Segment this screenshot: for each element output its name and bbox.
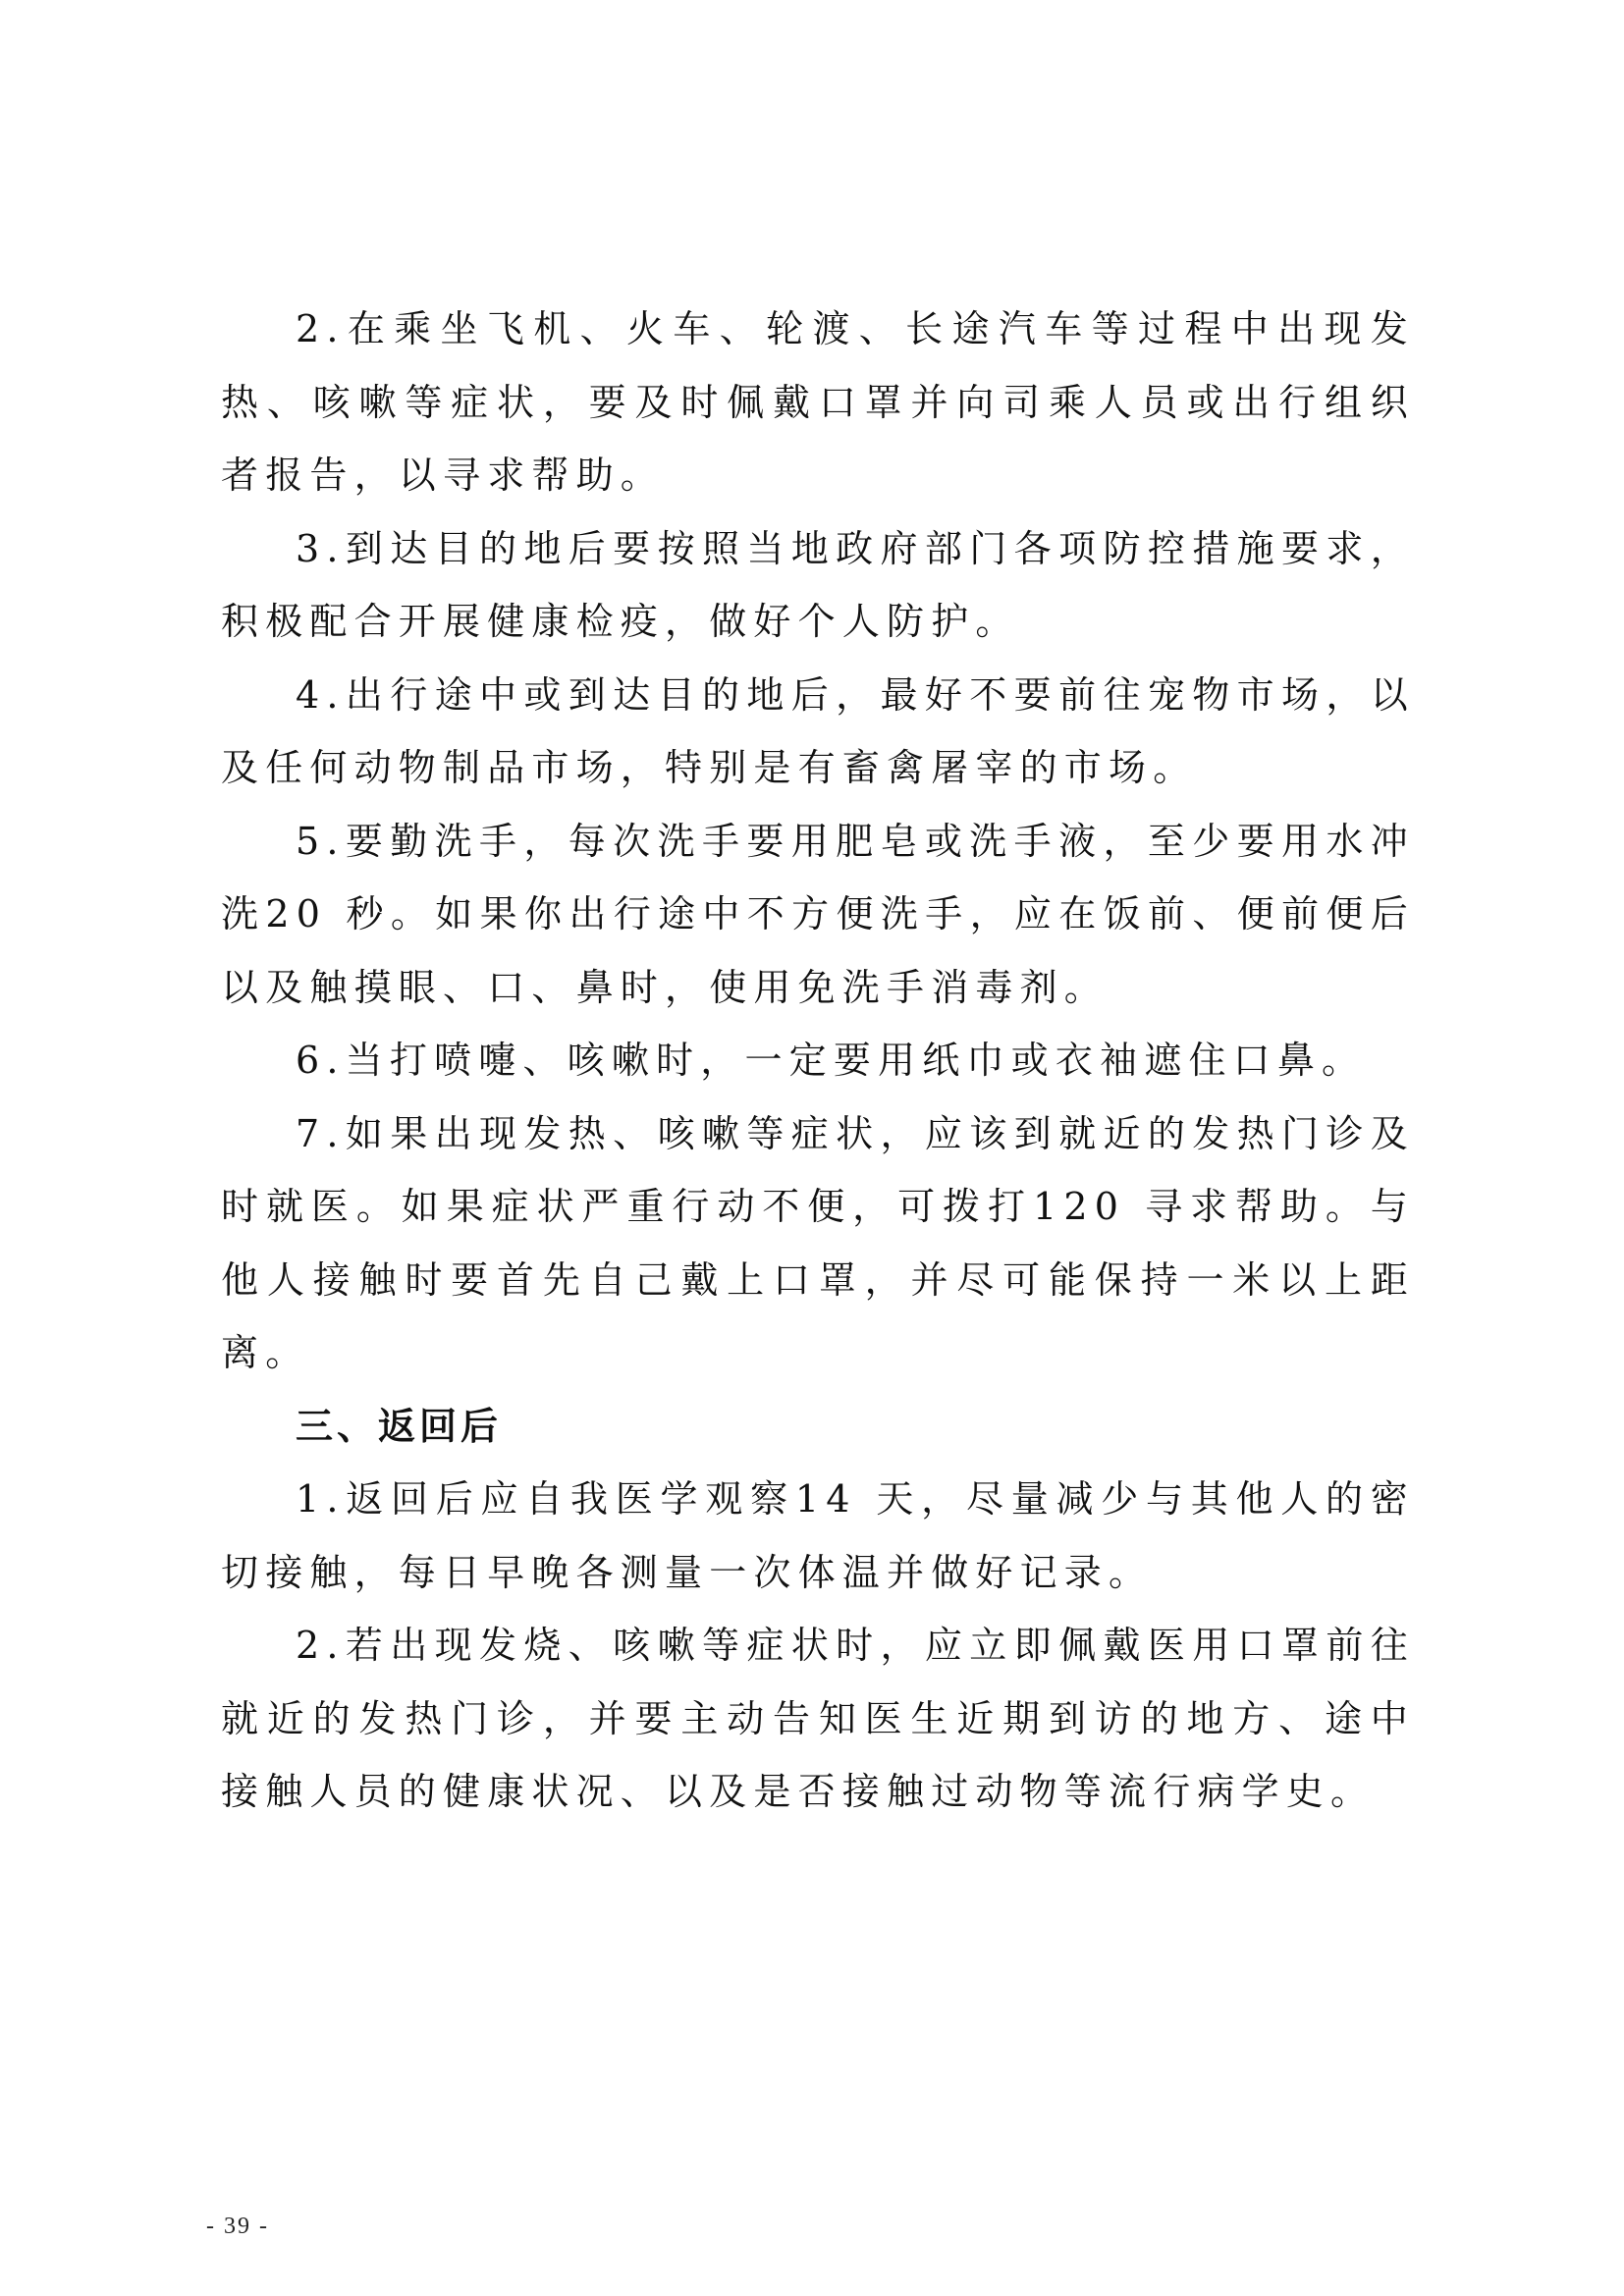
paragraph-3-arrival-measures: 3.到达目的地后要按照当地政府部门各项防控措施要求，积极配合开展健康检疫，做好个人防护。 xyxy=(221,526,1415,643)
paragraph-4-avoid-markets: 4.出行途中或到达目的地后，最好不要前往宠物市场，以及任何动物制品市场，特别是有畜禽屠宰的市场。 xyxy=(221,672,1415,789)
paragraph-2-travel-symptoms: 2.在乘坐飞机、火车、轮渡、长途汽车等过程中出现发热、咳嗽等症状，要及时佩戴口罩并向司乘人员或出行组织者报告，以寻求帮助。 xyxy=(221,307,1415,497)
paragraph-2-fever-clinic: 2.若出现发烧、咳嗽等症状时，应立即佩戴医用口罩前往就近的发热门诊，并要主动告知医生近期到访的地方、途中接触人员的健康状况、以及是否接触过动物等流行病学史。 xyxy=(221,1624,1415,1813)
paragraph-1-self-observation: 1.返回后应自我医学观察14 天，尽量减少与其他人的密切接触，每日早晚各测量一次体温并做好记录。 xyxy=(221,1477,1415,1594)
paragraph-6-cough-etiquette: 6.当打喷嚏、咳嗽时，一定要用纸巾或衣袖遮住口鼻。 xyxy=(296,1039,1367,1082)
page-number: - 39 - xyxy=(206,2214,269,2239)
paragraph-5-hand-washing: 5.要勤洗手，每次洗手要用肥皂或洗手液，至少要用水冲洗20 秒。如果你出行途中不方便洗手，应在饭前、便前便后以及触摸眼、口、鼻时，使用免洗手消毒剂。 xyxy=(221,819,1415,1009)
paragraph-7-seek-medical-care: 7.如果出现发热、咳嗽等症状，应该到就近的发热门诊及时就医。如果症状严重行动不便，可拨打120 寻求帮助。与他人接触时要首先自己戴上口罩，并尽可能保持一米以上距离。 xyxy=(221,1111,1415,1374)
section-heading-after-return: 三、返回后 xyxy=(296,1404,503,1448)
document-body xyxy=(221,293,1415,1829)
